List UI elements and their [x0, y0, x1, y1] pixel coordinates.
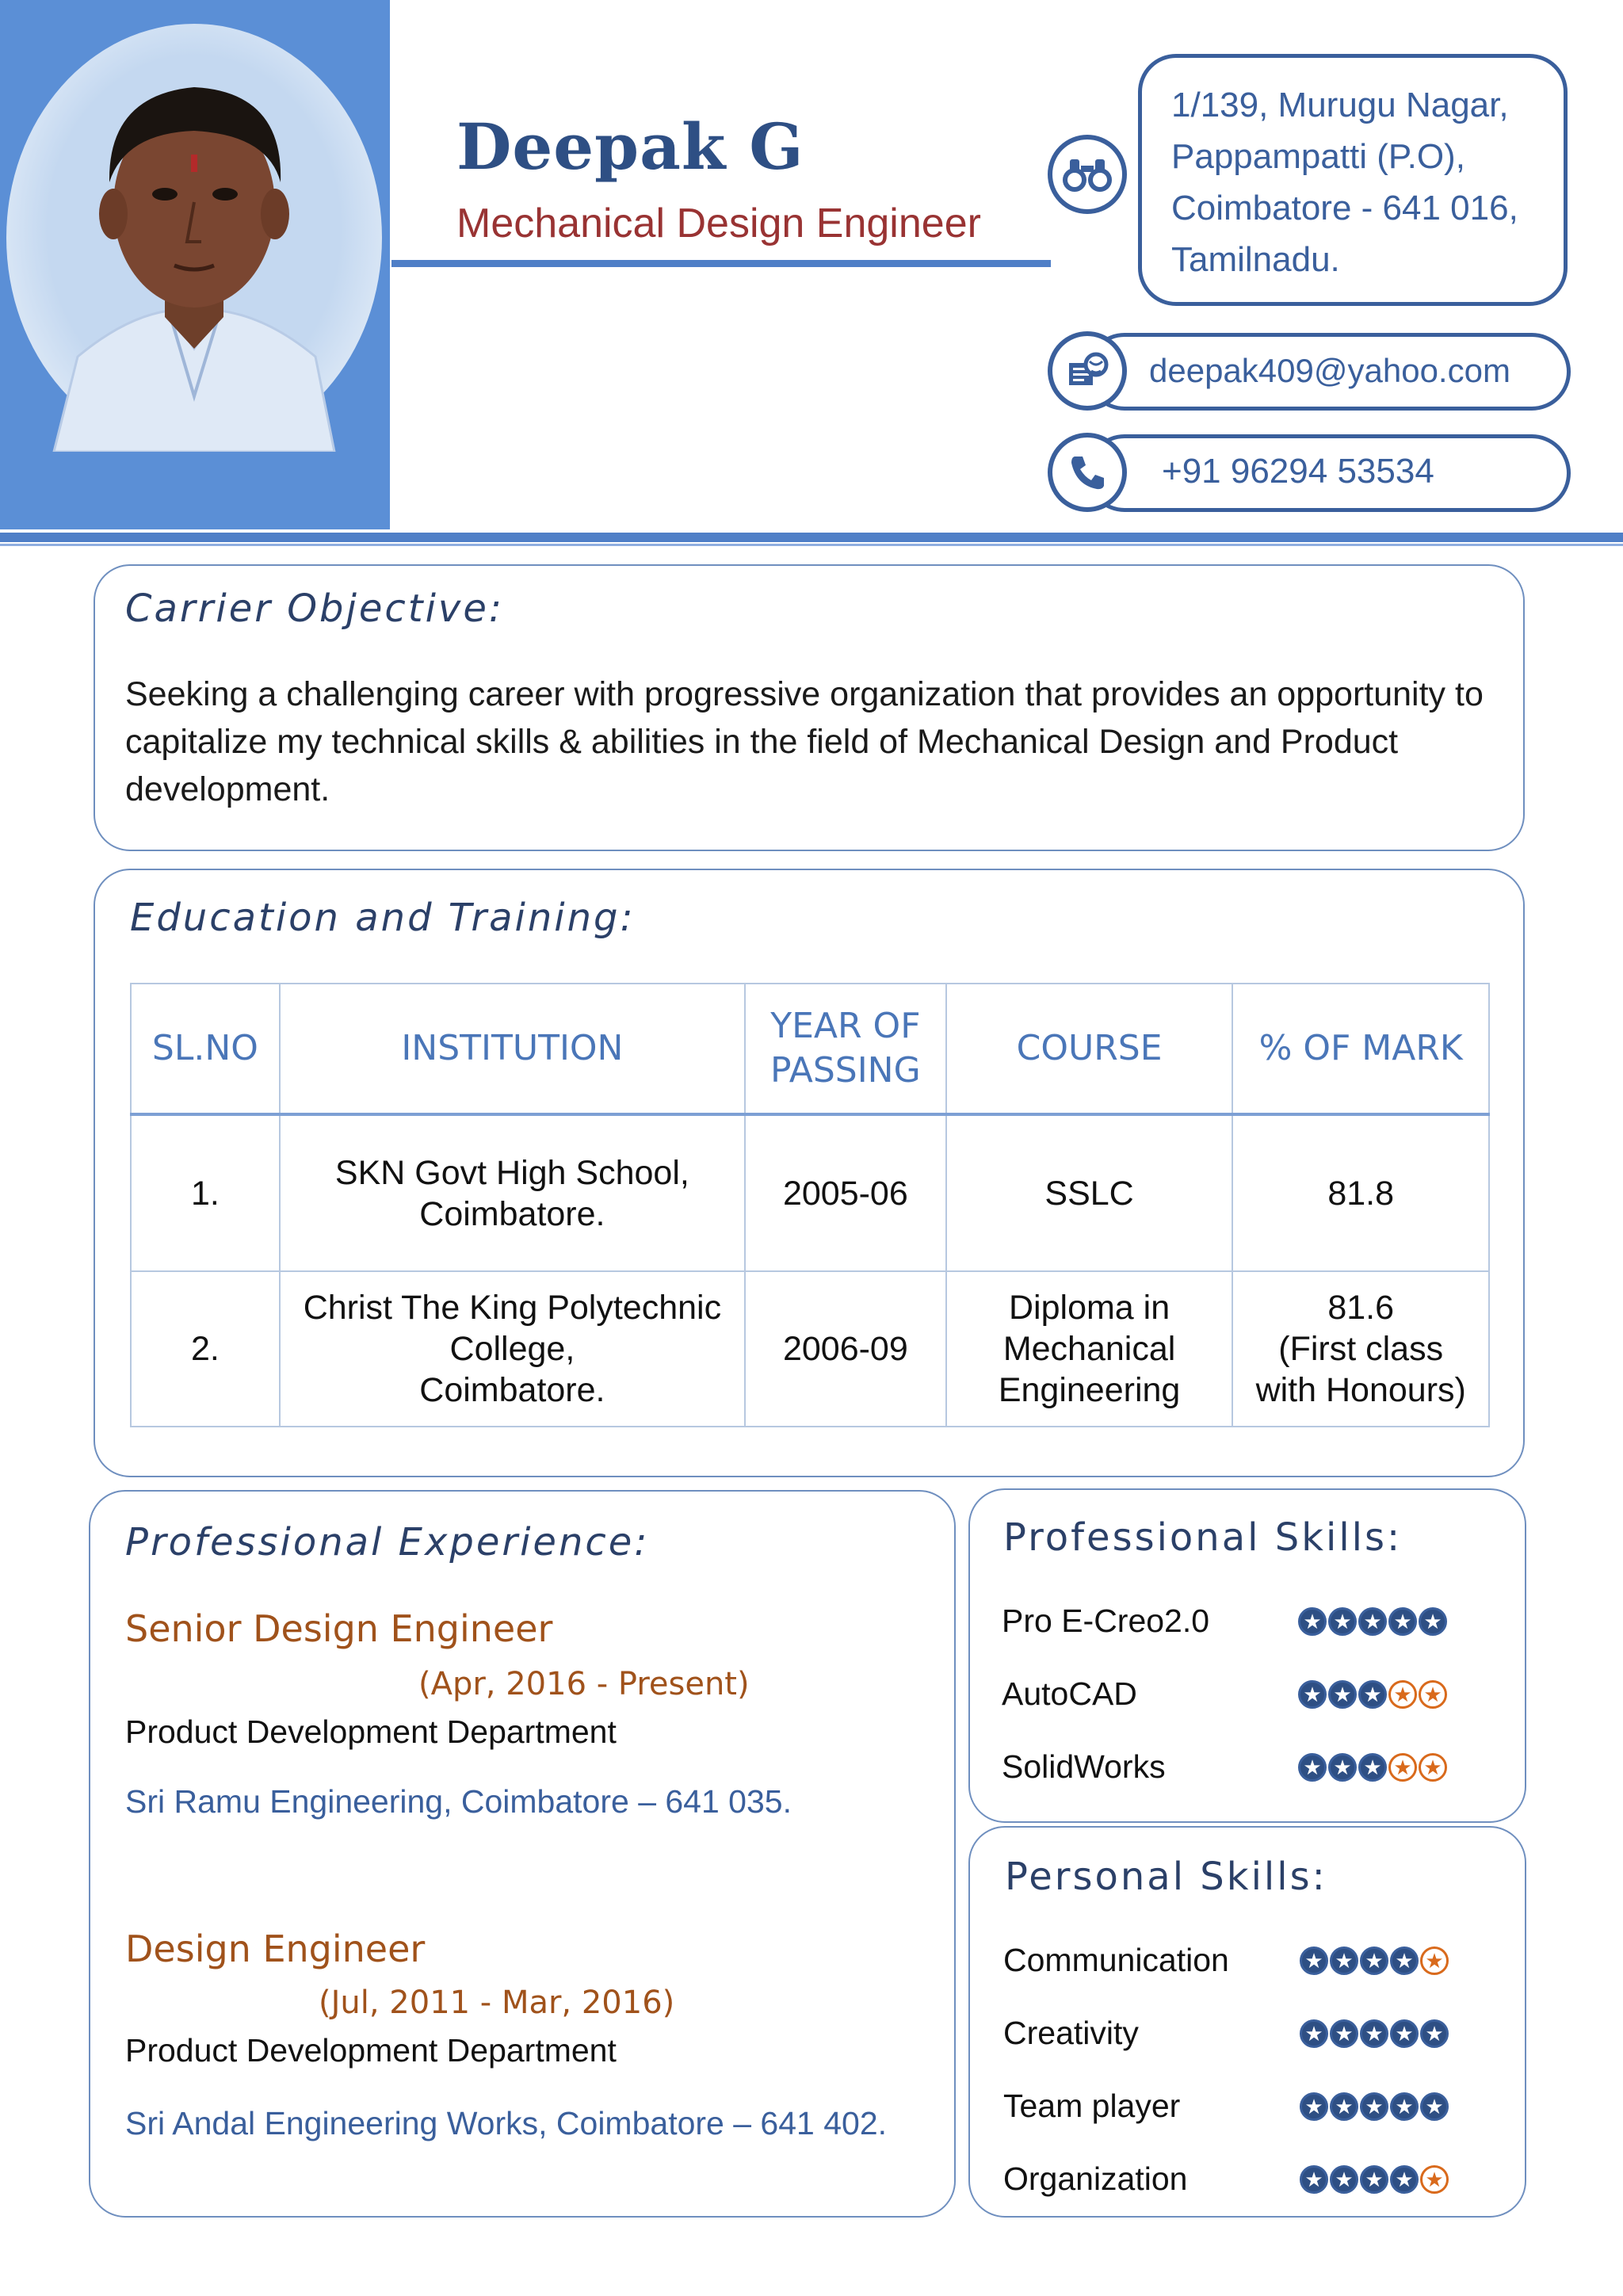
skill-name: Team player — [1003, 2088, 1181, 2124]
cell-line: with Honours) — [1255, 1371, 1466, 1409]
filled-star-icon: ★ — [1360, 1946, 1388, 1975]
filled-star-icon: ★ — [1358, 1680, 1387, 1709]
skill-name: SolidWorks — [1002, 1748, 1166, 1785]
filled-star-icon: ★ — [1300, 2092, 1328, 2121]
skill-name: Creativity — [1003, 2015, 1139, 2051]
objective-title: Carrier Objective: — [125, 586, 505, 631]
empty-star-icon: ★ — [1420, 1946, 1449, 1975]
job-title: Design Engineer — [125, 1927, 426, 1970]
cell-institution — [280, 1114, 745, 1271]
job-dates: (Jul, 2011 - Mar, 2016) — [319, 1985, 675, 2021]
cell-line: Mechanical — [1002, 1330, 1176, 1368]
filled-star-icon: ★ — [1300, 2019, 1328, 2048]
column-header-mark: % OF MARK — [1232, 984, 1489, 1114]
filled-star-icon: ★ — [1330, 2019, 1358, 2048]
email-link[interactable]: deepak409@yahoo.com — [1149, 352, 1510, 389]
job-company: Sri Ramu Engineering, Coimbatore – 641 035. — [125, 1783, 792, 1820]
address-line: Tamilnadu. — [1171, 240, 1340, 279]
filled-star-icon: ★ — [1390, 1946, 1419, 1975]
binoculars-icon — [1048, 135, 1127, 214]
address-line: 1/139, Murugu Nagar, — [1171, 86, 1509, 124]
filled-star-icon: ★ — [1360, 2165, 1388, 2194]
phone-icon — [1048, 433, 1127, 512]
filled-star-icon: ★ — [1300, 2165, 1328, 2194]
filled-star-icon: ★ — [1390, 2092, 1419, 2121]
cell-mark: 81.8 — [1232, 1114, 1489, 1271]
candidate-title: Mechanical Design Engineer — [456, 201, 981, 246]
filled-star-icon: ★ — [1419, 1607, 1447, 1636]
filled-star-icon: ★ — [1360, 2019, 1388, 2048]
skill-rating — [1300, 2019, 1449, 2048]
column-header-year-text: YEAR OF PASSING — [770, 1006, 921, 1091]
professional-skills-title: Professional Skills: — [1003, 1515, 1403, 1560]
skill-rating — [1300, 2165, 1449, 2194]
job-department: Product Development Department — [125, 1713, 617, 1750]
education-table — [130, 983, 1490, 1427]
empty-star-icon: ★ — [1419, 1680, 1447, 1709]
column-header-slno: SL.NO — [131, 984, 280, 1114]
cell-line: Engineering — [998, 1371, 1181, 1409]
table-header-row — [131, 984, 1489, 1114]
skill-rating — [1300, 1946, 1449, 1975]
skill-name: Communication — [1003, 1942, 1229, 1978]
filled-star-icon: ★ — [1330, 1946, 1358, 1975]
empty-star-icon: ★ — [1388, 1680, 1417, 1709]
filled-star-icon: ★ — [1328, 1753, 1357, 1782]
address-line: Pappampatti (P.O), — [1171, 137, 1465, 176]
cell-line: SKN Govt High School, — [334, 1153, 689, 1192]
filled-star-icon: ★ — [1298, 1753, 1327, 1782]
cell-slno: 2. — [131, 1271, 280, 1427]
filled-star-icon: ★ — [1330, 2165, 1358, 2194]
filled-star-icon: ★ — [1328, 1680, 1357, 1709]
empty-star-icon: ★ — [1420, 2165, 1449, 2194]
filled-star-icon: ★ — [1298, 1607, 1327, 1636]
personal-skills-title — [1005, 1855, 1327, 1899]
education-title: Education and Training: — [130, 896, 636, 940]
candidate-name: Deepak G — [456, 109, 804, 184]
table-row — [131, 1271, 1489, 1427]
cell-line: Christ The King Polytechnic — [303, 1289, 722, 1327]
table-row — [131, 1114, 1489, 1271]
filled-star-icon: ★ — [1330, 2092, 1358, 2121]
cell-line: College, — [449, 1330, 575, 1368]
skill-rating — [1300, 2092, 1449, 2121]
skill-name: Organization — [1003, 2160, 1188, 2197]
filled-star-icon: ★ — [1390, 2019, 1419, 2048]
cell-line: Coimbatore. — [419, 1194, 605, 1233]
header-divider-thin — [0, 544, 1623, 546]
email-icon — [1048, 331, 1127, 411]
column-header-institution: INSTITUTION — [280, 984, 745, 1114]
profile-photo — [6, 24, 382, 452]
header-divider — [0, 533, 1623, 542]
filled-star-icon: ★ — [1328, 1607, 1357, 1636]
job-dates: (Apr, 2016 - Present) — [418, 1666, 750, 1702]
filled-star-icon: ★ — [1358, 1753, 1387, 1782]
cell-course — [946, 1271, 1233, 1427]
skill-rating — [1298, 1753, 1447, 1782]
empty-star-icon: ★ — [1388, 1753, 1417, 1782]
column-header-course: COURSE — [946, 984, 1233, 1114]
column-header-year — [745, 984, 946, 1114]
objective-text: Seeking a challenging career with progressive organization that provides an opportunity to capitalize my technical skills & abilities in the field of Mechanical Design and Product development. — [125, 675, 1484, 808]
cell-institution — [280, 1271, 745, 1427]
filled-star-icon: ★ — [1360, 2092, 1388, 2121]
cell-year: 2005-06 — [745, 1114, 946, 1271]
cell-line: (First class — [1278, 1330, 1444, 1368]
title-underline — [391, 260, 1051, 267]
address — [1171, 79, 1560, 285]
skill-rating — [1298, 1607, 1447, 1636]
filled-star-icon: ★ — [1358, 1607, 1387, 1636]
empty-star-icon: ★ — [1419, 1753, 1447, 1782]
address-line: Coimbatore - 641 016, — [1171, 189, 1518, 227]
job-department: Product Development Department — [125, 2032, 617, 2069]
personal-skills-title-text: Personal Skills: — [1005, 1855, 1327, 1899]
experience-title: Professional Experience: — [125, 1520, 650, 1564]
skill-name: Pro E-Creo2.0 — [1002, 1603, 1210, 1639]
filled-star-icon: ★ — [1388, 1607, 1417, 1636]
filled-star-icon: ★ — [1390, 2165, 1419, 2194]
job-title: Senior Design Engineer — [125, 1607, 553, 1650]
job-company: Sri Andal Engineering Works, Coimbatore – 641 402. — [125, 2105, 888, 2141]
skill-name: AutoCAD — [1002, 1675, 1137, 1712]
filled-star-icon: ★ — [1300, 1946, 1328, 1975]
portrait-silhouette — [6, 24, 382, 452]
filled-star-icon: ★ — [1420, 2092, 1449, 2121]
cell-course: SSLC — [946, 1114, 1233, 1271]
filled-star-icon: ★ — [1298, 1680, 1327, 1709]
cell-slno: 1. — [131, 1114, 280, 1271]
filled-star-icon: ★ — [1420, 2019, 1449, 2048]
cell-line: Diploma in — [1009, 1289, 1170, 1327]
skill-rating — [1298, 1680, 1447, 1709]
cell-line: Coimbatore. — [419, 1371, 605, 1409]
phone-number: +91 96294 53534 — [1162, 452, 1434, 491]
cell-year: 2006-09 — [745, 1271, 946, 1427]
cell-mark — [1232, 1271, 1489, 1427]
cell-line: 81.6 — [1327, 1289, 1395, 1327]
